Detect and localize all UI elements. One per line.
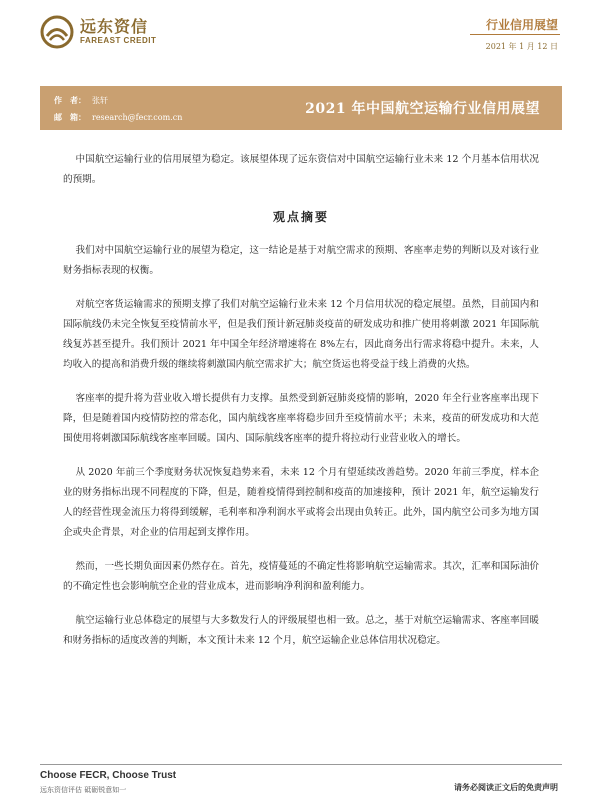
author-label: 作 者： [54, 95, 86, 105]
page-footer [0, 752, 600, 800]
email-row [54, 109, 182, 126]
body-paragraph: 客座率的提升将为营业收入增长提供有力支撑。虽然受到新冠肺炎疫情的影响，2020 年全行业客座率出现下降，但是随着国内疫情防控的常态化，国内航线客座率将稳步回升至疫情前水平；未来，疫苗的研发成功和大范围使用将刺激国际航线客座率回暖。国内、国际航线客座率的提升将拉动行业营业收入的增长。 [63, 393, 539, 444]
logo-chinese-name: 远东资信 [80, 17, 149, 36]
body-paragraph: 然而，一些长期负面因素仍然存在。首先，疫情蔓延的不确定性将影响航空运输需求。其次，汇率和国际油价的不确定性也会影响航空企业的营业成本，进而影响净利润和盈利能力。 [63, 561, 539, 592]
report-title: 2021 年中国航空运输行业信用展望 [305, 101, 540, 117]
body-paragraph: 我们对中国航空运输行业的展望为稳定，这一结论是基于对航空需求的预期、客座率走势的判断以及对该行业财务指标表现的权衡。 [63, 245, 539, 276]
logo-emblem-icon [40, 15, 74, 49]
footer-slogan-english: Choose FECR, Choose Trust [40, 770, 177, 781]
author-info [54, 92, 182, 126]
body-paragraph: 从 2020 年前三个季度财务状况恢复趋势来看，未来 12 个月有望延续改善趋势。2020 年前三季度，样本企业的财务指标出现不同程度的下降，但是，随着疫情得到控制和疫苗的加速接种，预计 2021 年，航空运输发行人的经营性现金流压力将得到缓解，毛利率和净利润水平或将会出现由负转正。此外，国内航空公司多为地方国企或央企背景，对企业的信用起到支撑作用。 [63, 467, 539, 538]
footer-slogan-chinese: 远东资信评估 砥砺锐意如一 [40, 786, 127, 794]
author-title-band [40, 86, 562, 130]
author-name: 张轩 [92, 96, 108, 105]
section-title: 观点摘要 [272, 210, 329, 224]
email-label: 邮 箱： [54, 112, 86, 122]
logo-english-name: FAREAST CREDIT [80, 36, 157, 45]
report-body [63, 150, 539, 665]
disclaimer-notice: 请务必阅读正文后的免责声明 [454, 782, 558, 792]
header-divider [470, 34, 560, 35]
author-email: research@fecr.com.cn [92, 113, 183, 122]
author-row [54, 92, 182, 109]
company-logo [40, 10, 160, 54]
report-type-label: 行业信用展望 [485, 18, 558, 32]
report-date: 2021 年 1 月 12 日 [485, 42, 558, 51]
footer-divider [40, 764, 562, 765]
body-paragraph: 航空运输行业总体稳定的展望与大多数发行人的评级展望也相一致。总之，基于对航空运输需求、客座率回暖和财务指标的适度改善的判断，本文预计未来 12 个月，航空运输企业总体信用状况稳定。 [63, 615, 539, 646]
body-paragraph: 对航空客货运输需求的预期支撑了我们对航空运输行业未来 12 个月信用状况的稳定展望。虽然，目前国内和国际航线仍未完全恢复至疫情前水平，但是我们预计新冠肺炎疫苗的研发成功和推广使用将刺激 2021 年国际航线复苏甚至提升。我们预计 2021 年中国全年经济增速将在 8%左右，因此商务出行需求将稳中提升。未来，人均收入的提高和消费升级的继续将刺激国内航空需求扩大；航空货运也将受益于线上消费的火热。 [63, 299, 539, 370]
intro-paragraph: 中国航空运输行业的信用展望为稳定。该展望体现了远东资信对中国航空运输行业未来 12 个月基本信用状况的预期。 [63, 154, 539, 185]
page-header [0, 0, 600, 80]
